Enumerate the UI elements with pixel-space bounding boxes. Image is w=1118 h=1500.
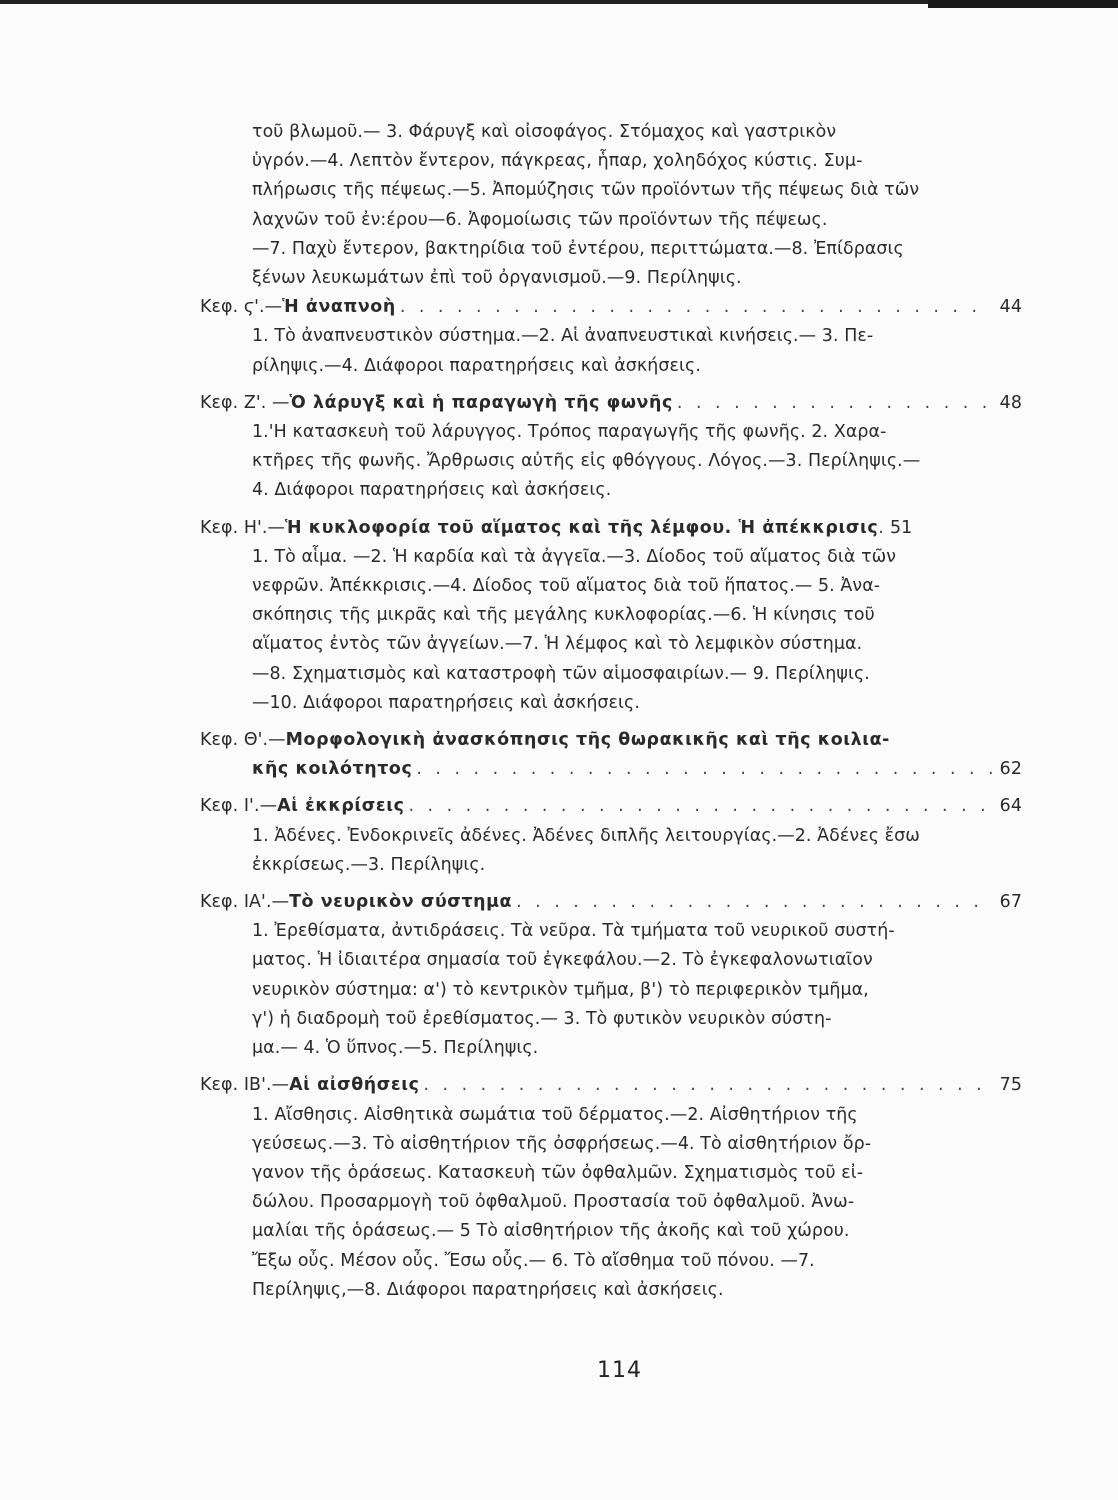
text-line: νεφρῶν. Ἀπέκκρισις.—4. Δίοδος τοῦ αἵματος διὰ τοῦ ἥπατος.— 5. Ἀνα- [252, 576, 881, 597]
chapter-title: Μορφολογικὴ ἀνασκόπησις τῆς θωρακικῆς καὶ τῆς κοιλια- [285, 730, 890, 751]
chapter-label: Κεφ. ΙΒ'.— [200, 1075, 290, 1096]
chapter-label: Κεφ. ΙΑ'.— [200, 892, 290, 913]
chapter-title: Ἡ ἀναπνοὴ [282, 297, 396, 318]
page-ref: 51 [889, 517, 913, 538]
text-line: κτῆρες τῆς φωνῆς. Ἄρθρωσις αὐτῆς εἰς φθόγγους. Λόγος.—3. Περίληψις.— [252, 451, 921, 472]
toc-entry-ch9 [200, 726, 1022, 784]
page-ref: 67 [999, 892, 1022, 913]
chapter-summary [200, 322, 1022, 380]
chapter-label: Κεφ. Θ'.— [200, 730, 286, 751]
text-line: γ') ἡ διαδρομὴ τοῦ ἐρεθίσματος.— 3. Τὸ φυτικὸν νευρικὸν σύστη- [252, 1008, 832, 1029]
chapter-title-line2 [200, 755, 1022, 784]
text-line: 1.'Η κατασκευὴ τοῦ λάρυγγος. Τρόπος παραγωγῆς τῆς φωνῆς. 2. Χαρα- [252, 422, 887, 443]
text-line: δώλου. Προσαρμογὴ τοῦ ὀφθαλμοῦ. Προστασία τοῦ ὀφθαλμοῦ. Ἀνω- [252, 1192, 855, 1213]
leader-dots [408, 792, 992, 821]
text-line: 1. Ἐρεθίσματα, ἀντιδράσεις. Τὰ νεῦρα. Τὰ τμήματα τοῦ νευρικοῦ συστή- [252, 921, 895, 942]
leader-dots [424, 1071, 993, 1100]
text-line: μαλίαι τῆς ὁράσεως.— 5 Τὸ αἰσθητήριον τῆς ἀκοῆς καὶ τοῦ χώρου. [252, 1221, 850, 1242]
chapter-title: Ὁ λάρυγξ καὶ ἡ παραγωγὴ τῆς φωνῆς [289, 392, 673, 413]
text-line: 4. Διάφοροι παρατηρήσεις καὶ ἀσκήσεις. [252, 480, 612, 501]
text-line: 1. Ἀδένες. Ἐνδοκρινεῖς ἀδένες. Ἀδένες διπλῆς λειτουργίας.—2. Ἀδένες ἔσω [252, 825, 920, 846]
text-line: αἵματος ἐντὸς τῶν ἀγγείων.—7. Ἡ λέμφος καὶ τὸ λεμφικὸν σύστημα. [252, 634, 863, 655]
scan-edge-corner [928, 0, 1118, 8]
intro-paragraph [200, 118, 1022, 293]
text-line: —10. Διάφοροι παρατηρήσεις καὶ ἀσκήσεις. [252, 692, 640, 713]
chapter-summary [200, 917, 1022, 1063]
text-line: λαχνῶν τοῦ ἐν:έρου—6. Ἀφομοίωσις τῶν προϊόντων τῆς πέψεως. [252, 209, 828, 230]
chapter-title: Τὸ νευρικὸν σύστημα [289, 892, 513, 913]
text-line: ξένων λευκωμάτων ἐπὶ τοῦ ὀργανισμοῦ.—9. Περίληψις. [252, 268, 742, 289]
leader-dots [516, 888, 992, 917]
page-ref: 48 [999, 392, 1022, 413]
text-line: ρίληψις.—4. Διάφοροι παρατηρήσεις καὶ ἀσκήσεις. [252, 355, 701, 376]
text-line: ματος. Ἡ ἰδιαιτέρα σημασία τοῦ ἐγκεφάλου.—2. Τὸ ἐγκεφαλονωτιαῖον [252, 950, 873, 971]
text-line: 1. Τὸ αἷμα. —2. Ἡ καρδία καὶ τὰ ἀγγεῖα.—3. Δίοδος τοῦ αἵματος διὰ τῶν [252, 546, 897, 567]
chapter-summary [200, 1101, 1022, 1305]
page-ref: 44 [999, 297, 1022, 318]
page-ref: 64 [999, 796, 1022, 817]
toc-entry-ch12 [200, 1071, 1022, 1100]
text-line: 1. Τὸ ἀναπνευστικὸν σύστημα.—2. Αἱ ἀναπνευστικαὶ κινήσεις.— 3. Πε- [252, 326, 874, 347]
text-line: πλήρωσις τῆς πέψεως.—5. Ἀπομύζησις τῶν προϊόντων τῆς πέψεως διὰ τῶν [252, 180, 920, 201]
toc-entry-ch8 [200, 514, 1022, 543]
text-line: νευρικὸν σύστημα: α') τὸ κεντρικὸν τμῆμα, β') τὸ περιφερικὸν τμῆμα, [252, 979, 869, 1000]
text-line: ὑγρόν.—4. Λεπτὸν ἔντερον, πάγκρεας, ἧπαρ, χοληδόχος κύστις. Συμ- [252, 151, 863, 172]
page-ref: 75 [999, 1075, 1022, 1096]
leader-dots [400, 293, 992, 322]
text-line: ἐκκρίσεως.—3. Περίληψις. [252, 854, 486, 875]
leader-dots [677, 389, 992, 418]
chapter-label: Κεφ. ϛ'.— [200, 297, 283, 318]
chapter-title: Αἱ αἰσθήσεις [289, 1075, 420, 1096]
text-line: Ἔξω οὖς. Μέσον οὖς. Ἔσω οὖς.— 6. Τὸ αἴσθημα τοῦ πόνου. —7. [252, 1250, 815, 1271]
toc-entry-ch6 [200, 293, 1022, 322]
text-line: γανον τῆς ὁράσεως. Κατασκευὴ τῶν ὀφθαλμῶν. Σχηματισμὸς τοῦ εἰ- [252, 1162, 864, 1183]
chapter-summary [200, 543, 1022, 718]
toc-entry-ch11 [200, 888, 1022, 917]
text-line: τοῦ βλωμοῦ.— 3. Φάρυγξ καὶ οἰσοφάγος. Στόμαχος καὶ γαστρικὸν [252, 122, 837, 142]
leader-dots [416, 755, 992, 784]
chapter-summary [200, 822, 1022, 880]
text-line: Περίληψις,—8. Διάφοροι παρατηρήσεις καὶ ἀσκήσεις. [252, 1279, 724, 1300]
leader-dots [878, 514, 888, 543]
chapter-title: Ἡ κυκλοφορία τοῦ αἵματος καὶ τῆς λέμφου. Ἡ ἀπέκκρισις [285, 517, 879, 538]
table-of-contents [200, 118, 1022, 1305]
chapter-summary [200, 418, 1022, 506]
text-line: —8. Σχηματισμὸς καὶ καταστροφὴ τῶν αἱμοσφαιρίων.— 9. Περίληψις. [252, 663, 870, 684]
text-line: —7. Παχὺ ἔντερον, βακτηρίδια τοῦ ἐντέρου, περιττώματα.—8. Ἐπίδρασις [252, 238, 904, 259]
toc-entry-ch7 [200, 389, 1022, 418]
chapter-title: Αἱ ἐκκρίσεις [277, 796, 405, 817]
text-line: μα.— 4. Ὁ ὕπνος.—5. Περίληψις. [252, 1038, 539, 1059]
page-number: 114 [597, 1358, 642, 1383]
text-line: γεύσεως.—3. Τὸ αἰσθητήριον τῆς ὀσφρήσεως.—4. Τὸ αἰσθητήριον ὄρ- [252, 1133, 872, 1154]
chapter-title-line1 [200, 726, 1022, 755]
chapter-label: Κεφ. Ι'.— [200, 796, 278, 817]
chapter-label: Κεφ. Η'.— [200, 517, 286, 538]
text-line: 1. Αἴσθησις. Αἰσθητικὰ σωμάτια τοῦ δέρματος.—2. Αἰσθητήριον τῆς [252, 1104, 858, 1125]
text-line: σκόπησις τῆς μικρᾶς καὶ τῆς μεγάλης κυκλοφορίας.—6. Ἡ κίνησις τοῦ [252, 605, 875, 626]
toc-entry-ch10 [200, 792, 1022, 821]
chapter-label: Κεφ. Ζ'. — [200, 392, 290, 413]
chapter-title-cont: κῆς κοιλότητος [252, 759, 413, 780]
page-ref: 62 [999, 759, 1022, 780]
